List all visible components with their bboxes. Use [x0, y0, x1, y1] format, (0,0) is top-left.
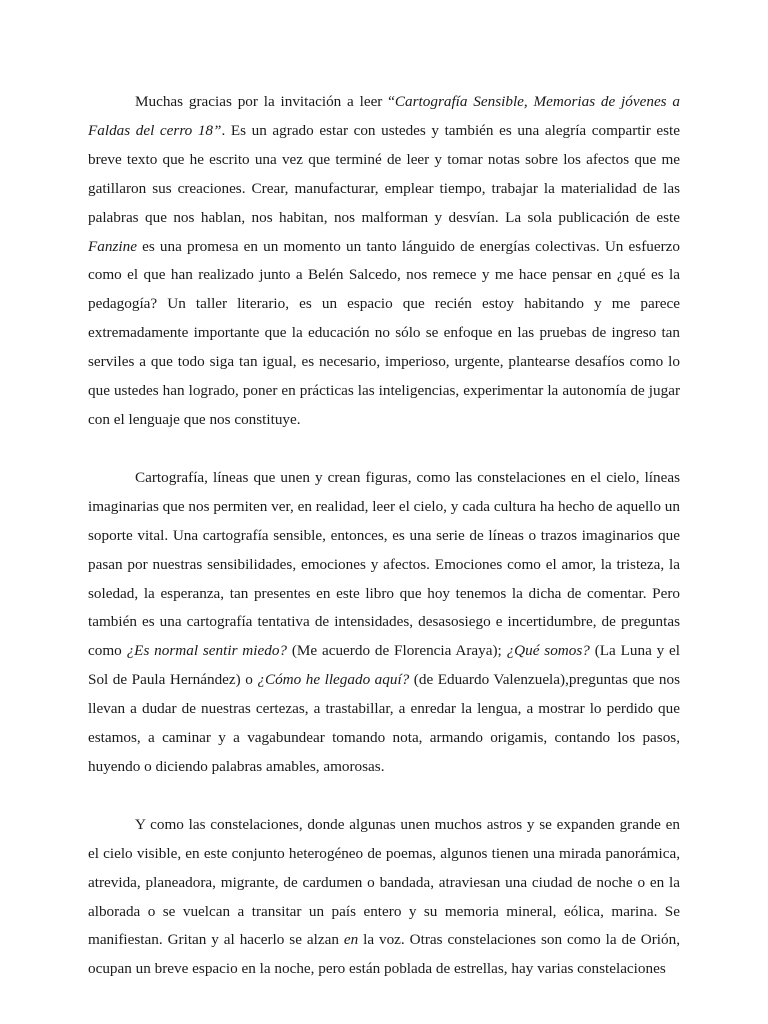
- paragraph-2-run-1: Cartografía, líneas que unen y crean figuras, como las constelaciones en el cielo, líneas imaginarias que nos permiten ver, en realidad, leer el cielo, y cada cultura ha hecho de aquello un soporte vital. Una cartografía sensible, entonces, es una serie de líneas o trazos imaginarios que pasan por nuestras sensibilidades, emociones y afectos. Emociones como el amor, la tristeza, la soledad, la esperanza, tan presentes en este libro que hoy tenemos la dicha de comentar. Pero también es una cartografía tentativa de intensidades, desasosiego e incertidumbre, de preguntas como: [88, 468, 680, 660]
- paragraph-1: [88, 88, 680, 435]
- paragraph-2-run-4: ¿Qué somos?: [506, 642, 590, 660]
- paragraph-3-run-2: en: [343, 931, 359, 949]
- paragraph-3-run-1: Y como las constelaciones, donde algunas unen muchos astros y se expanden grande en el cielo visible, en este conjunto heterogéneo de poemas, algunos tienen una mirada panorámica, atrevida, planeadora, migrante, de cardumen o bandada, atraviesan una ciudad de noche o en la alborada o se vuelcan a transitar un país entero y su memoria mineral, eólica, marina. Se manifiestan. Gritan y al hacerlo se alzan: [88, 815, 680, 949]
- paragraph-3: [88, 811, 680, 984]
- paragraph-2-run-5: (La Luna y el Sol de Paula Hernández) o: [88, 642, 681, 689]
- paragraph-1-run-3: . Es un agrado estar con ustedes y también es una alegría compartir este breve texto que he escrito una vez que terminé de leer y tomar notas sobre los afectos que me gatillaron sus creaciones. Crear, manufacturar, emplear tiempo, trabajar la materialidad de las palabras que nos hablan, nos habitan, nos malforman y desvían. La sola publicación de este: [88, 121, 680, 226]
- paragraph-2-run-6: ¿Cómo he llegado aquí?: [257, 671, 410, 689]
- paragraph-1-run-5: es una promesa en un momento un tanto lánguido de energías colectivas. Un esfuerzo como el que han realizado junto a Belén Salcedo, nos remece y me hace pensar en ¿qué es la pedagogía? Un taller literario, es un espacio que recién estoy habitando y me parece extremadamente importante que la educación no sólo se enfoque en las pruebas de ingreso tan serviles a que todo siga tan igual, es necesario, imperioso, urgente, plantearse desafíos como lo que ustedes han logrado, poner en prácticas las inteligencias, experimentar la autonomía de jugar con el lenguaje que nos constituye.: [88, 237, 680, 428]
- document-body: [88, 88, 680, 1013]
- paragraph-1-run-1: Muchas gracias por la invitación a leer “: [135, 93, 395, 110]
- paragraph-2-run-7: (de Eduardo Valenzuela),preguntas que nos llevan a dudar de nuestras certezas, a trastabillar, a enredar la lengua, a mostrar lo perdido que estamos, a caminar y a vagabundear tomando nota, armando origamis, contando los pasos, huyendo o diciendo palabras amables, amorosas.: [88, 671, 680, 775]
- paragraph-2-run-2: ¿Es normal sentir miedo?: [126, 642, 288, 660]
- paragraph-3-run-3: la voz. Otras constelaciones son como la de Orión, ocupan un breve espacio en la noche, pero están poblada de estrellas, hay varias constelaciones: [88, 931, 680, 978]
- paragraph-2-run-3: (Me acuerdo de Florencia Araya);: [287, 642, 507, 660]
- paragraph-1-run-2: Cartografía Sensible, Memorias de jóvenes a Faldas del cerro 18”: [88, 93, 680, 139]
- paragraph-1-run-4: Fanzine: [88, 237, 137, 255]
- paragraph-2: [88, 464, 680, 782]
